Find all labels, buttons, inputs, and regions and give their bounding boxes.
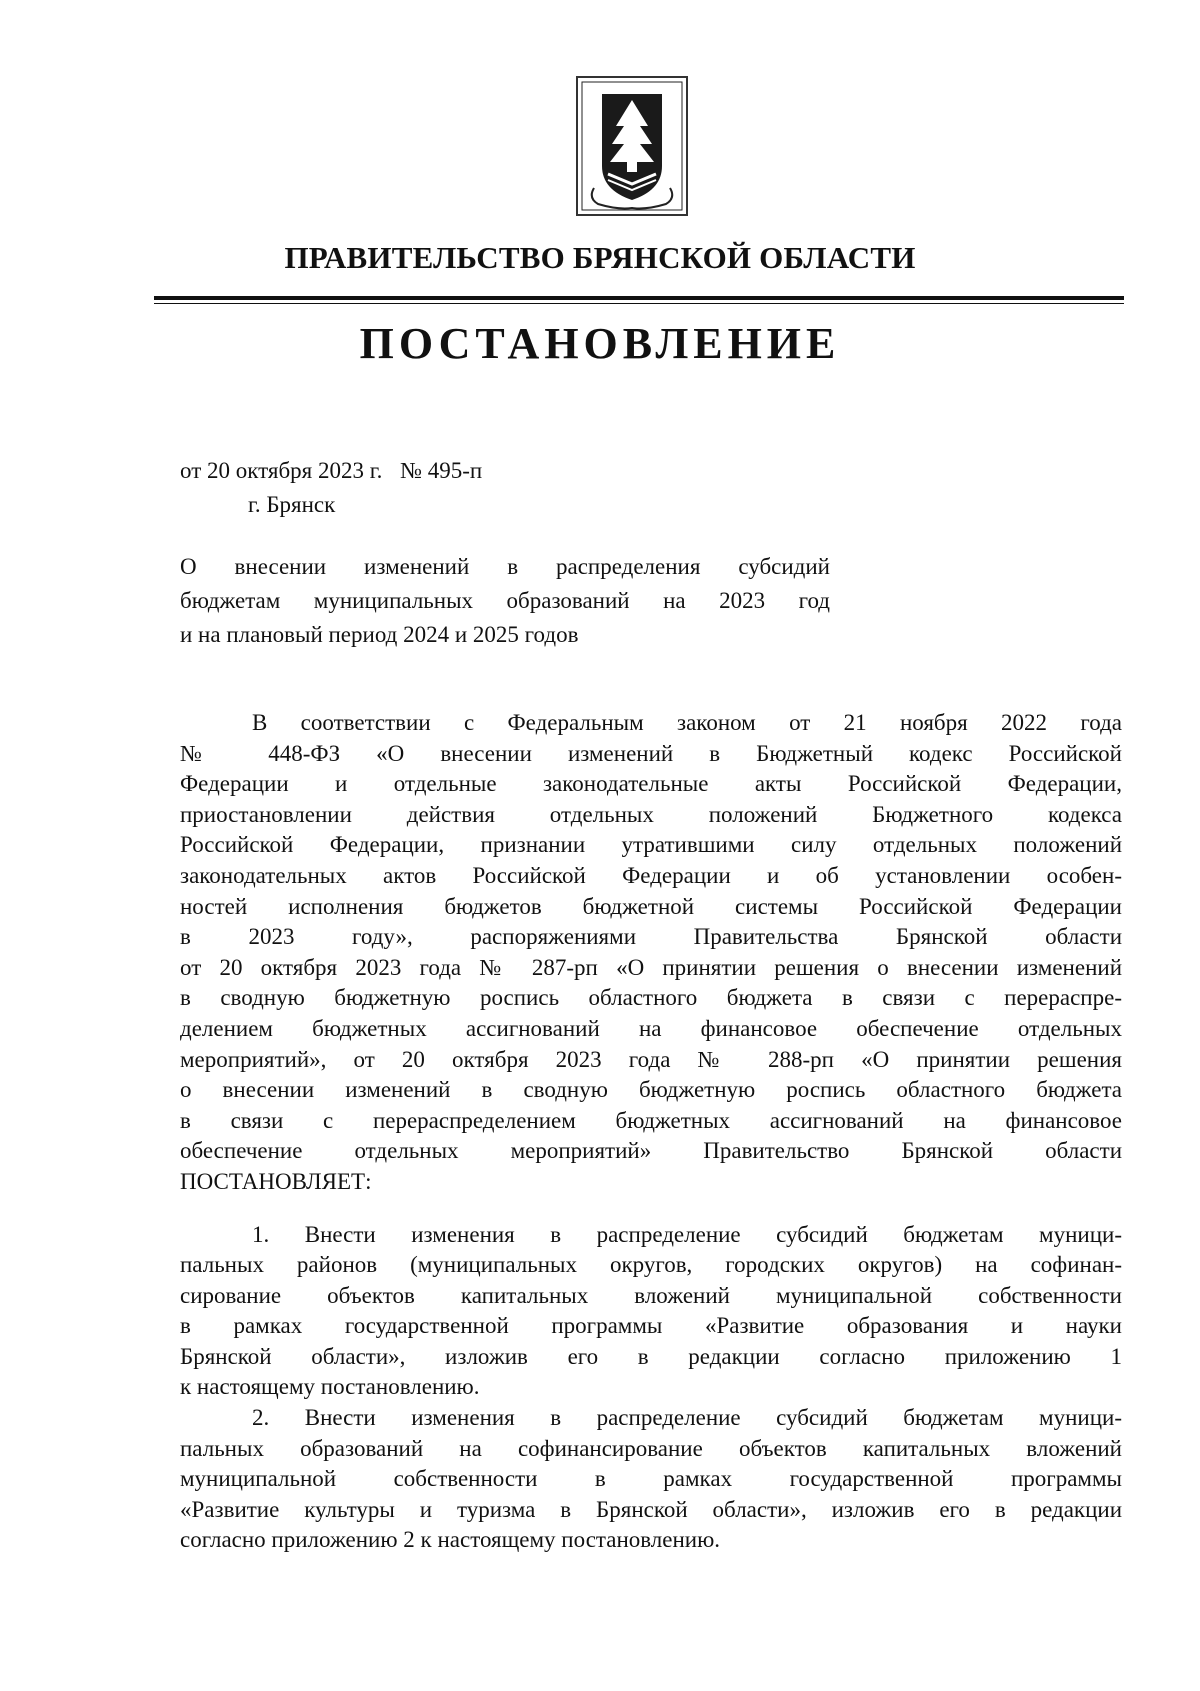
- coat-of-arms-emblem: [576, 76, 688, 216]
- body-line: пальных образований на софинансирование объектов капитальных вложений: [180, 1435, 1122, 1461]
- body-line: 2. Внести изменения в распределение субсидий бюджетам муници-: [252, 1405, 1122, 1431]
- body-line: 1. Внести изменения в распределение субсидий бюджетам муници-: [252, 1221, 1122, 1247]
- body-line: В соответствии с Федеральным законом от 21 ноября 2022 года: [252, 710, 1122, 735]
- item-1-paragraph: [180, 1220, 1122, 1404]
- body-line: Федерации и отдельные законодательные акты Российской Федерации,: [180, 771, 1122, 797]
- body-line: о внесении изменений в сводную бюджетную роспись областного бюджета: [180, 1077, 1122, 1103]
- document-meta: [180, 458, 482, 526]
- item-2-paragraph: [180, 1403, 1122, 1556]
- document-date: от 20 октября 2023 г.: [180, 458, 383, 483]
- header-divider-thick: [154, 296, 1124, 300]
- document-number: № 495-п: [400, 458, 483, 483]
- body-line: сирование объектов капитальных вложений муниципальной собственности: [180, 1282, 1122, 1308]
- document-city: г. Брянск: [248, 492, 336, 517]
- body-line: мероприятий», от 20 октября 2023 года № 288-рп «О принятии решения: [180, 1046, 1122, 1072]
- body-line: согласно приложению 2 к настоящему постановлению.: [180, 1527, 721, 1553]
- document-body: [180, 708, 1122, 1556]
- organization-title: ПРАВИТЕЛЬСТВО БРЯНСКОЙ ОБЛАСТИ: [284, 240, 916, 275]
- body-line: приостановлении действия отдельных положений Бюджетного кодекса: [180, 801, 1122, 827]
- body-line: к настоящему постановлению.: [180, 1374, 480, 1400]
- body-line: в рамках государственной программы «Развитие образования и науки: [180, 1313, 1122, 1339]
- body-line: № 448-ФЗ «О внесении изменений в Бюджетный кодекс Российской: [180, 740, 1122, 766]
- subject-line: бюджетам муниципальных образований на 2023 год: [180, 588, 830, 613]
- body-line: законодательных актов Российской Федерации и об установлении особен-: [180, 862, 1122, 888]
- document-subject: [180, 550, 830, 652]
- body-line: «Развитие культуры и туризма в Брянской области», изложив его в редакции: [180, 1496, 1122, 1522]
- body-line: муниципальной собственности в рамках государственной программы: [180, 1466, 1122, 1492]
- subject-line: и на плановый период 2024 и 2025 годов: [180, 622, 579, 647]
- body-line: Брянской области», изложив его в редакции согласно приложению 1: [180, 1343, 1122, 1369]
- body-line: от 20 октября 2023 года № 287-рп «О принятии решения о внесении изменений: [180, 954, 1122, 980]
- header-divider-thin: [154, 303, 1124, 304]
- body-line: Российской Федерации, признании утратившими силу отдельных положений: [180, 832, 1122, 858]
- body-line: пальных районов (муниципальных округов, городских округов) на софинан-: [180, 1252, 1122, 1278]
- resolves-keyword: ПОСТАНОВЛЯЕТ:: [180, 1168, 372, 1194]
- body-line: в связи с перераспределением бюджетных ассигнований на финансовое: [180, 1107, 1122, 1133]
- document-type-title: ПОСТАНОВЛЕНИЕ: [359, 319, 841, 368]
- body-line: делением бюджетных ассигнований на финансовое обеспечение отдельных: [180, 1015, 1122, 1041]
- bryansk-arms-icon: [578, 78, 686, 214]
- body-line: в 2023 году», распоряжениями Правительства Брянской области: [180, 924, 1122, 950]
- body-line: ностей исполнения бюджетов бюджетной системы Российской Федерации: [180, 893, 1122, 919]
- body-line: в сводную бюджетную роспись областного бюджета в связи с перераспре-: [180, 985, 1122, 1011]
- preamble-paragraph: [180, 708, 1122, 1198]
- body-line: обеспечение отдельных мероприятий» Правительство Брянской области: [180, 1138, 1122, 1164]
- subject-line: О внесении изменений в распределения субсидий: [180, 554, 830, 579]
